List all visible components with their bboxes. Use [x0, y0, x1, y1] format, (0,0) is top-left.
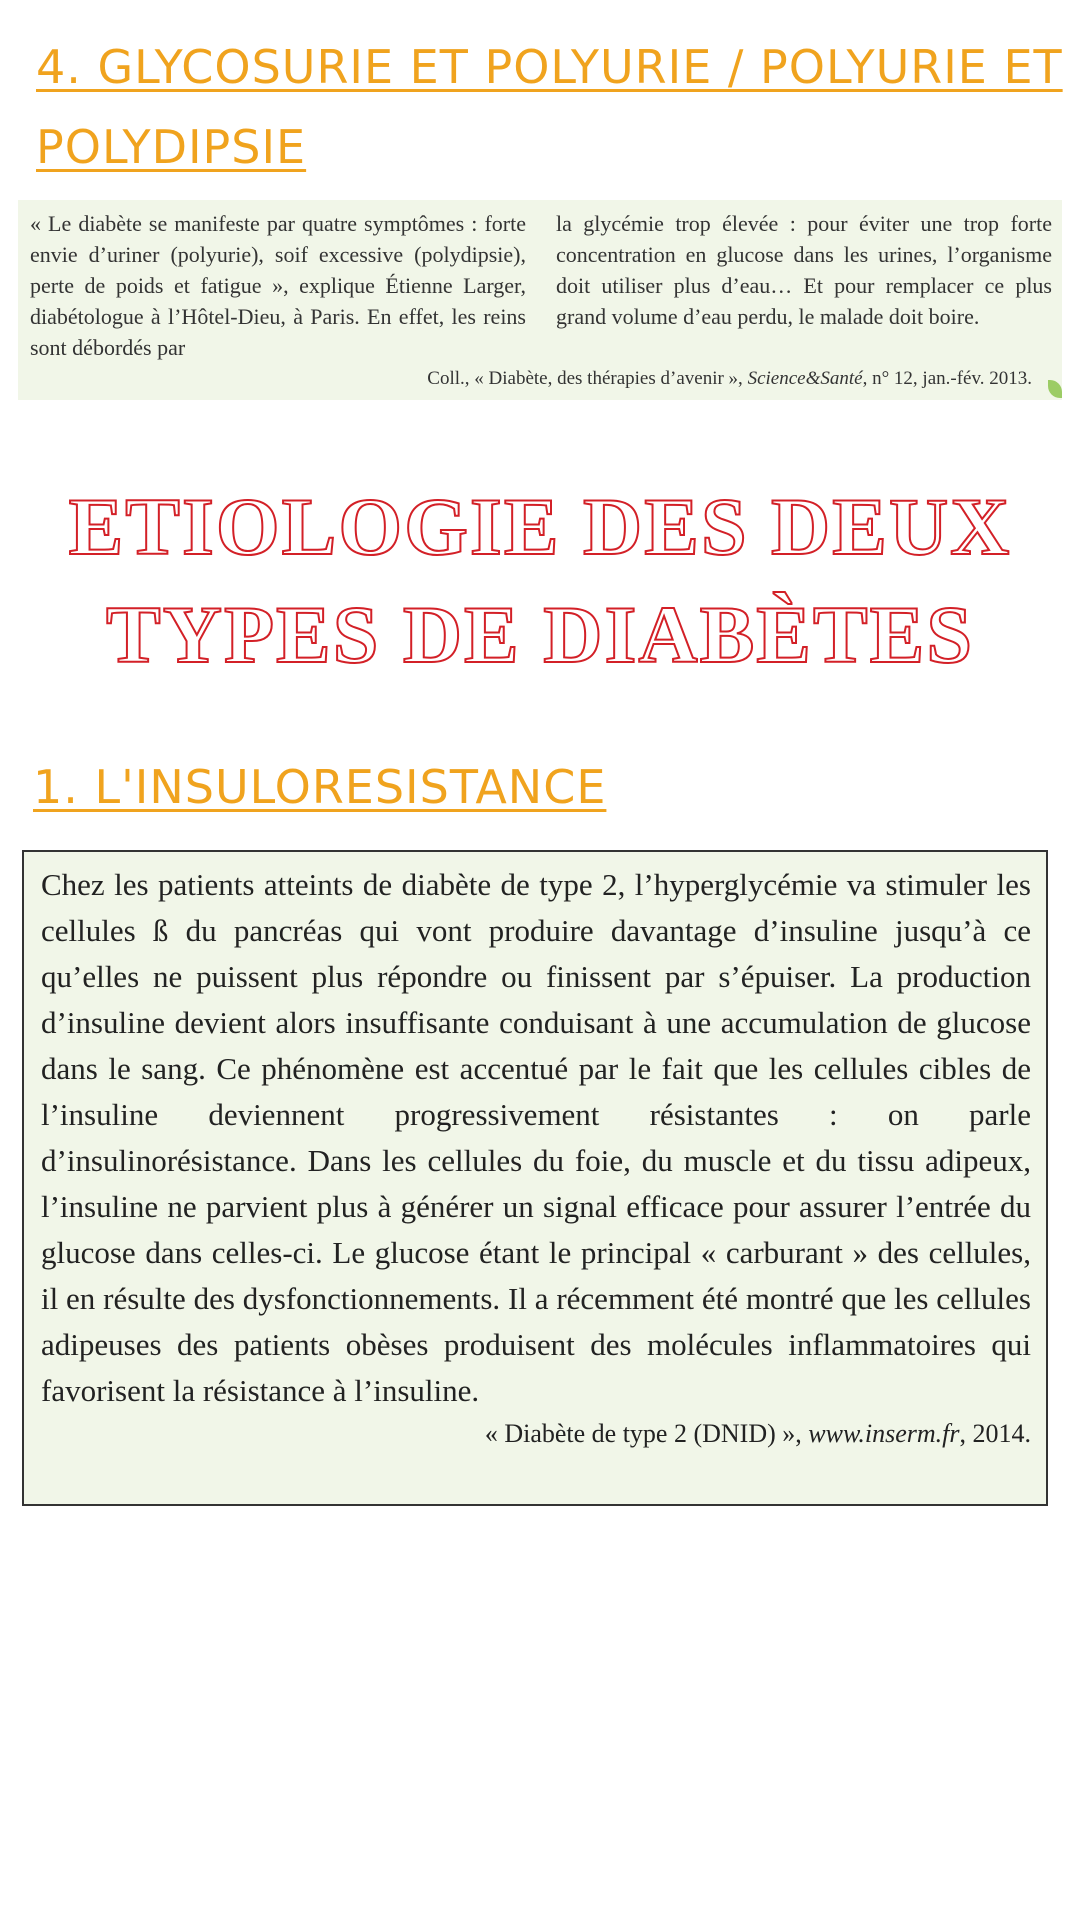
main-title-line-2: TYPES DE DIABÈTES: [106, 589, 974, 680]
source-prefix: « Diabète de type 2 (DNID) »,: [484, 1419, 809, 1448]
main-title-line-1: ETIOLOGIE DES DEUX: [68, 481, 1012, 572]
source-prefix: Coll., « Diabète, des thérapies d’avenir »,: [427, 368, 748, 389]
quote-column-2: la glycémie trop élevée : pour éviter une trop forte concentration en glucose dans les urines, l’organisme doit utiliser plus d’eau… Et pour remplacer ce plus grand volume d’eau perdu, le malade doit boire.: [556, 211, 1052, 329]
quote-source: [427, 368, 1032, 390]
source-suffix: , 2014.: [959, 1419, 1031, 1448]
source-suffix: , n° 12, jan.-fév. 2013.: [862, 368, 1032, 389]
section-heading-glycosurie: 4. GLYCOSURIE ET POLYURIE / POLYURIE ET: [36, 40, 1063, 94]
section-heading-polydipsie: POLYDIPSIE: [36, 120, 307, 174]
section-heading-insuloresistance: 1. L'INSULORESISTANCE: [33, 760, 607, 814]
quote-box-symptoms: [18, 200, 1062, 400]
quote-column-1: « Le diabète se manifeste par quatre symptômes : forte envie d’uriner (polyurie), soif excessive (polydipsie), perte de poids et fatigue », explique Étienne Larger, diabétologue à l’Hôtel-Dieu, à Paris. En effet, les reins sont débordés par: [30, 211, 526, 360]
text-box-insuloresistance: [22, 850, 1048, 1506]
insuloresistance-paragraph: Chez les patients atteints de diabète de type 2, l’hyperglycémie va stimuler les cellules ß du pancréas qui vont produire davantage d’insuline jusqu’à ce qu’elles ne puissent plus répondre ou finissent par s’épuiser. La production d’insuline devient alors insuffisante conduisant à une accumulation de glucose dans le sang. Ce phénomène est accentué par le fait que les cellules cibles de l’insuline deviennent progressivement résistantes : on parle d’insulinorésistance. Dans les cellules du foie, du muscle et du tissu adipeux, l’insuline ne parvient plus à générer un signal efficace pour assurer l’entrée du glucose dans celles-ci. Le glucose étant le principal « carburant » des cellules, il en résulte des dysfonctionnements. Il a récemment été montré que les cellules adipeuses des patients obèses produisent des molécules inflammatoires qui favorisent la résistance à l’insuline.: [41, 867, 1031, 1408]
quote-columns: [30, 208, 1052, 363]
leaf-icon: [1048, 380, 1062, 398]
source-site: www.inserm.fr: [808, 1419, 960, 1448]
source-journal: Science&Santé: [747, 368, 863, 389]
inserm-source: [41, 1414, 1031, 1454]
